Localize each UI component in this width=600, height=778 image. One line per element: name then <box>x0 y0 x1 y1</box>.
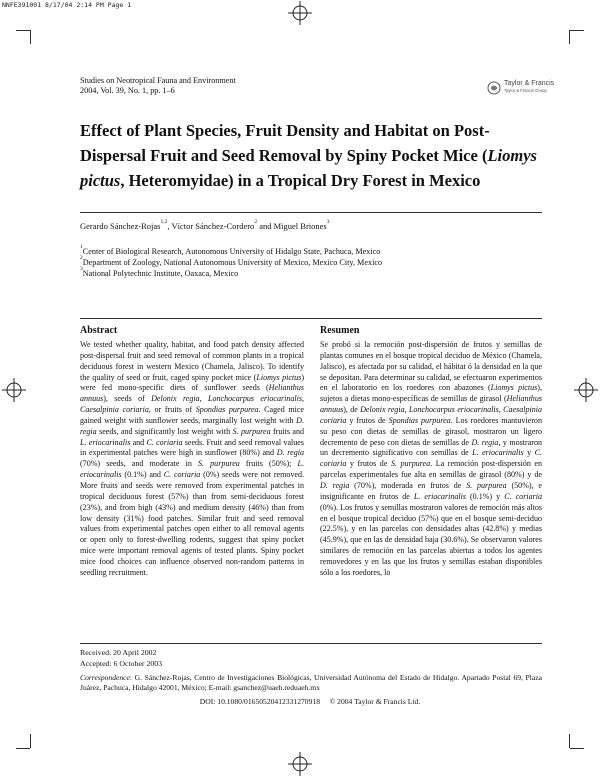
text-run: , or fruits of <box>148 405 196 415</box>
species-name: Caesalpinia coriaria <box>320 405 543 425</box>
abstract-body <box>80 340 304 579</box>
publisher-logo-icon <box>487 80 501 96</box>
species-name: C. coriaria <box>320 448 543 469</box>
species-name: Helianthus annuus <box>80 383 304 404</box>
journal-header <box>80 76 380 96</box>
abstract-divider <box>80 318 542 319</box>
species-name: Helianthus annuus <box>320 394 542 415</box>
text-run: . Caged mice gained weight with sunflower seeds, marginally lost weight with <box>80 405 304 425</box>
species-name: Lonchocarpus eriocarinalis <box>408 405 499 415</box>
text-run: , <box>498 405 504 415</box>
resumen-heading: Resumen <box>320 325 360 336</box>
text-run: (0%). Los frutos y semillas mostraron valores de remoción más altos en el bosque tropical deciduo (57%) que en el bosque semi-deciduo (22.5%), y en las parcelas con densidades altas (42.8%) y medias (45.9%), que en las de densidad baja (30.6%). Se observaron valores similares de remoción en las parcelas abiertas a todos los agentes removedores y en las que los frutos y semillas estaban disponibles sólo a los roedores, lo <box>320 502 542 577</box>
text-run: ), de <box>343 405 361 415</box>
text-run: We tested whether quality, habitat, and food patch density affected post-dispersal fruit and seed removal of common plants in a tropical deciduous forest in western Mexico (Chamela, Jalisco). To identify the quality of seed or fruit, caged spiny pocket mice ( <box>80 340 304 382</box>
text-run: , <box>199 394 209 404</box>
affiliation: $^3$National Polytechnic Institute, Oaxaca, Mexico <box>80 266 239 279</box>
text-run: (0%) seeds were not removed. More fruits and seeds were removed from experimental patches in tropical deciduous forest (57%) than from semi-deciduous forest (23%), and from high (43%) and medium density (46%) than from low density (31%) food patches. Similar fruit and seed removal values from experimental patches open either to all removal agents or open only to forest-dwelling rodents, suggest that spiny pocket mice were important removal agents of tested plants. Spiny pocket mice food choices can influence observed non-random patterns in seedling recruitment. <box>80 470 305 577</box>
species-name: S. purpurea <box>466 480 507 490</box>
text-run: and <box>130 437 147 447</box>
publisher-logo-tagline: Taylor & Francis Group <box>504 88 547 93</box>
species-name: Liomys pictus <box>490 383 538 393</box>
species-name: L. eriocarinalis <box>80 437 131 447</box>
text-run: y <box>523 448 535 458</box>
author: Miguel Briones$^3$ <box>273 219 330 231</box>
text-run: ), seeds of <box>103 394 152 404</box>
species-name: D. regia <box>80 415 304 436</box>
article-title: Effect of Plant Species, Fruit Density and Habitat on Post-Dispersal Fruit and Seed Removal by Spiny Pocket Mice (Liomys pictus, Heteromyidae) in a Tropical Dry Forest in Mexico <box>80 121 537 190</box>
species-name: Spondias purpurea <box>388 415 451 425</box>
species-name: D. regia <box>320 480 350 490</box>
correspondence-note: Correspondence: G. Sánchez-Rojas, Centro de Investigaciones Biológicas, Universidad Autónoma del Estado de Hidalgo. Apartado Postal 69, Plaza Juárez, Pachuca, Hidalgo 42001, México; E-mail: gsanchez@uaeh.reduaeh.mx <box>80 673 542 693</box>
text-run: (70%) seeds, and moderate in <box>80 459 198 469</box>
print-slug: NNFE391001 8/17/04 2:14 PM Page 1 <box>2 1 132 9</box>
resumen-section <box>320 325 542 579</box>
author: Gerardo Sánchez-Rojas$^{1,2}$ <box>80 219 168 231</box>
species-name: S. purpurea <box>232 426 271 436</box>
text-run: , <box>404 405 409 415</box>
article-dates <box>80 648 162 669</box>
species-name: L. eriocarinalis <box>472 448 524 458</box>
species-name: Lonchocarpus eriocarinalis <box>208 394 302 404</box>
species-name: D. regia <box>471 437 499 447</box>
author-list: Gerardo Sánchez-Rojas$^{1,2}$, Víctor Sánchez-Cordero$^2$ and Miguel Briones$^3$ <box>80 219 330 231</box>
species-name: C. coriaria <box>163 470 201 480</box>
received-date: Received: 20 April 2002 <box>80 648 157 657</box>
registration-mark-right <box>574 378 598 402</box>
species-name: Caesalpinia coriaria <box>80 405 149 415</box>
affiliation-list <box>80 246 382 280</box>
species-name: S. purpurea <box>197 459 240 469</box>
publisher-logo <box>487 79 555 99</box>
text-run: fruits (50%); <box>239 459 298 469</box>
text-run: seeds. Fruit and seed removal values in experimental patches were high in sunflower (80%) and <box>80 437 304 458</box>
text-run: ) were fed mono-specific diets of sunflower seeds ( <box>80 372 304 393</box>
text-run: (50%), e insignificante en frutos de <box>320 480 542 501</box>
species-name: C. coriaria <box>146 437 183 447</box>
text-run: y frutos de <box>346 459 391 469</box>
species-name: Liomys pictus <box>256 372 302 382</box>
species-name: Delonix regia <box>151 394 200 404</box>
doi-line: DOI: 10.1080/01650520412331270918 © 2004 Taylor & Francis Ltd. <box>199 697 421 706</box>
text-run: (0.1%) y <box>465 491 505 501</box>
journal-citation: 2004, Vol. 39, No. 1, pp. 1–6 <box>80 86 175 95</box>
text-run: . Los roedores mantuvieron su peso con dietas de semillas de girasol, mostraron un ligero decremento de peso con dietas de semillas de <box>320 415 542 447</box>
resumen-body <box>320 340 542 579</box>
text-run: , y mostraron un decremento significativo con semillas de <box>320 437 543 458</box>
text-run: , <box>302 394 305 404</box>
registration-mark-top <box>288 1 312 25</box>
text-run: seeds, and significantly lost weight with <box>96 426 233 436</box>
text-run: (0.1%) and <box>121 470 164 480</box>
species-name: C. coriaria <box>504 491 542 501</box>
abstract-heading: Abstract <box>80 325 118 336</box>
text-run: . La remoción post-dispersión en parcelas experimentales fue alta en semillas de girasol (80%) y de <box>320 459 543 480</box>
species-name: S. purpurea <box>390 459 431 469</box>
footer-divider <box>80 643 542 644</box>
text-run: (70%), moderada en frutos de <box>349 480 467 490</box>
text-run: y frutos de <box>346 415 389 425</box>
text-run: fruits and <box>270 426 304 436</box>
species-name: D. regia <box>276 448 304 458</box>
registration-mark-left <box>2 378 26 402</box>
species-name: L. eriocarinalis <box>413 491 466 501</box>
affiliation: $^1$Center of Biological Research, Autonomous University of Hidalgo State, Pachuca, Mexico <box>80 244 381 256</box>
journal-name: Studies on Neotropical Fauna and Environment <box>80 76 236 85</box>
publisher-logo-name: Taylor & Francis <box>504 80 555 87</box>
author: Víctor Sánchez-Cordero$^2$ <box>171 219 258 231</box>
species-name: Delonix regia <box>360 405 405 415</box>
title-divider <box>80 212 542 213</box>
text-run: Se probó si la remoción post-dispersión de frutos y semillas de plantas comunes en el bosque tropical deciduo de México (Chamela, Jalisco), es afectada por su calidad, el hábitat ó la densidad en la que se depositan. Para determinar su calidad, se efectuaron experimentos en el laboratorio en los roedores con abazones ( <box>320 340 542 393</box>
abstract-section <box>80 325 304 579</box>
accepted-date: Accepted: 6 October 2003 <box>80 658 163 668</box>
affiliation: $^2$Department of Zoology, National Autonomous University of Mexico, Mexico City, Mexico <box>80 255 383 268</box>
species-name: Spondias purpurea <box>195 405 259 415</box>
text-run: ), sujetos a dietas mono-específicas de semillas de girasol ( <box>320 383 542 404</box>
species-name: L. eriocarinalis <box>80 459 304 480</box>
registration-mark-bottom <box>288 752 312 776</box>
